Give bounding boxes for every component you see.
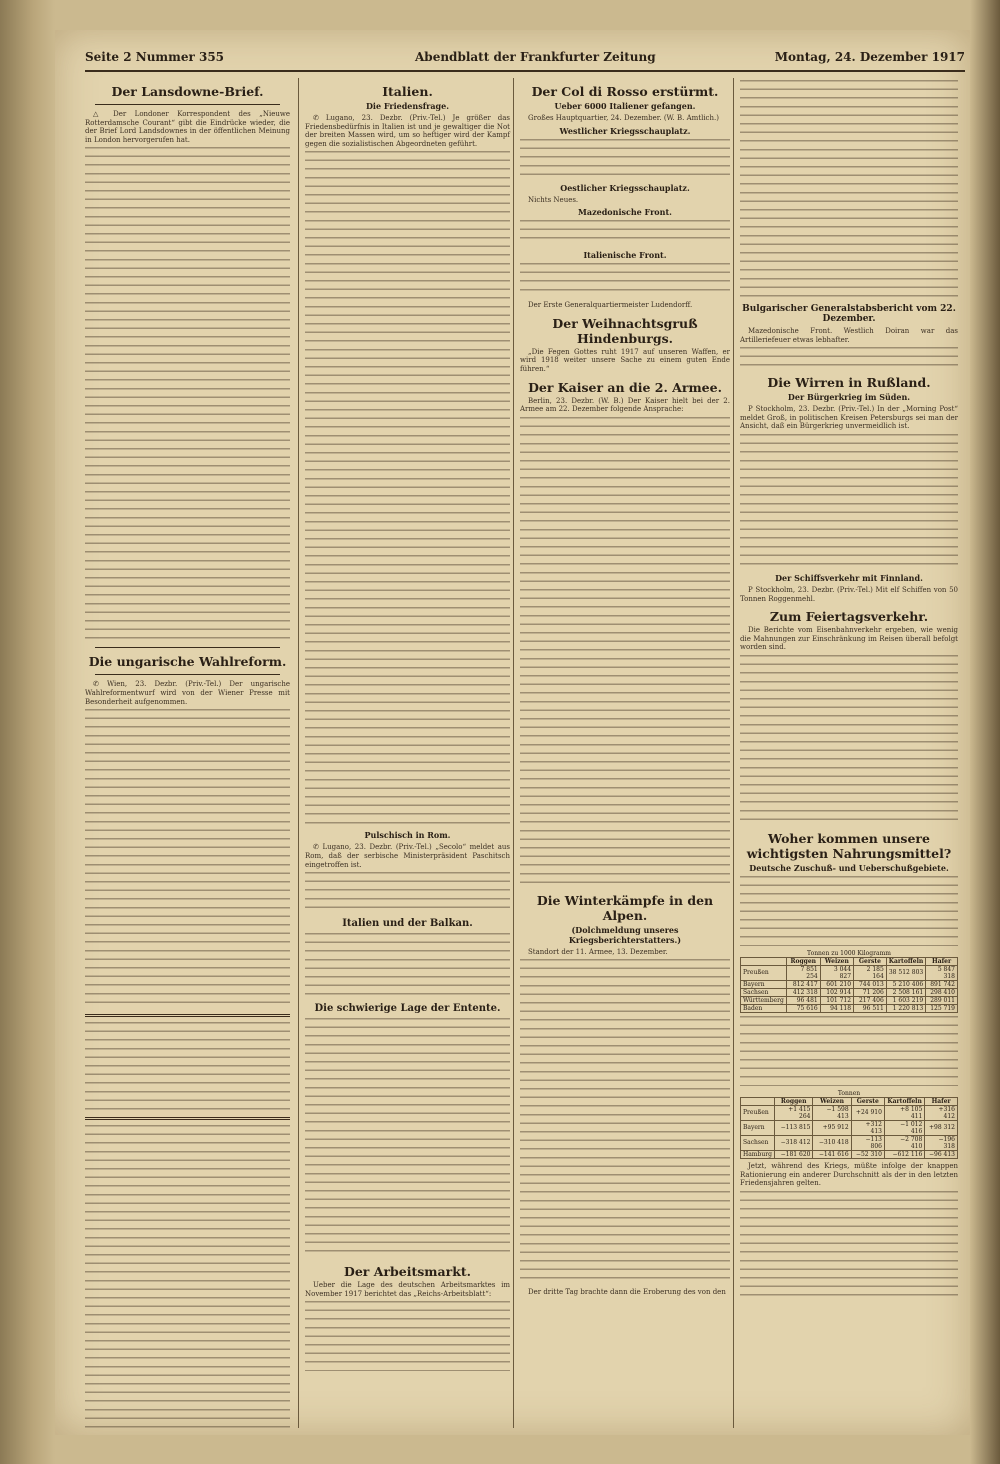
- column-2: [298, 78, 516, 1428]
- table-cell: +316 412: [925, 1105, 958, 1120]
- table-header-cell: Kartoffeln: [884, 1097, 924, 1105]
- table-cell: 2 185 164: [854, 965, 887, 980]
- article-lead: „Die Fegen Gottes ruht 1917 auf unseren Waffen, er wird 1918 weiter unsere Sache zu einem guten Ende führen.“: [520, 347, 730, 373]
- table-row: [741, 980, 958, 988]
- article-body-text: [520, 959, 730, 1284]
- continued-text: [740, 80, 958, 300]
- table-header-cell: Weizen: [820, 957, 853, 965]
- table-cell: Bayern: [741, 980, 787, 988]
- table-caption: Tonnen zu 1000 Kilogramm: [807, 949, 891, 957]
- table-cell: 298 410: [926, 988, 958, 996]
- table-cell: Baden: [741, 1004, 787, 1012]
- subhead-paschitsch: Pulschisch in Rom.: [364, 830, 451, 841]
- headline-lansdowne: Der Lansdowne-Brief.: [111, 84, 264, 99]
- divider: [95, 647, 280, 648]
- feuilleton-text: [85, 1022, 290, 1112]
- headline-col-di-rosso: Der Col di Rosso erstürmt.: [531, 84, 719, 99]
- table-cell: 125 719: [926, 1004, 958, 1012]
- article-body-text: [740, 876, 958, 946]
- table-cell: −196 318: [925, 1135, 958, 1150]
- report-text: [520, 139, 730, 179]
- table-cell: 744 013: [854, 980, 887, 988]
- table-header-cell: Hafer: [925, 1097, 958, 1105]
- table-cell: −1 598 413: [813, 1105, 851, 1120]
- table-cell: +98 312: [925, 1120, 958, 1135]
- table-cell: −2 708 410: [884, 1135, 924, 1150]
- table-cell: 96 481: [786, 996, 820, 1004]
- table-header-cell: Roggen: [774, 1097, 813, 1105]
- article-body-text: [85, 147, 290, 642]
- table-cell: Sachsen: [741, 1135, 775, 1150]
- subhead-dolchmeldung: (Dolchmeldung unseres Kriegsberichterstatters.): [568, 924, 682, 945]
- article-lead: P Stockholm, 23. Dezbr. (Priv.-Tel.) Mit elf Schiffen von 50 Tonnen Roggenmehl.: [740, 585, 958, 603]
- table-cell: −310 418: [813, 1135, 851, 1150]
- subhead-friedensfrage: Die Friedensfrage.: [365, 101, 450, 111]
- table-cell: 94 118: [820, 1004, 853, 1012]
- table-cell: 1 220 813: [886, 1004, 925, 1012]
- table-header-cell: Weizen: [813, 1097, 851, 1105]
- article-body-text: [520, 417, 730, 887]
- column-3: [513, 78, 736, 1428]
- table-cell: +8 105 411: [884, 1105, 924, 1120]
- article-lead: ✆ Wien, 23. Dezbr. (Priv.-Tel.) Der ungarische Wahlreformentwurf wird von der Wiener Presse mit Besonderheit aufgenommen.: [85, 680, 290, 706]
- table-row: [741, 965, 958, 980]
- report-signature: Der Erste Generalquartiermeister Ludendorff.: [528, 301, 693, 310]
- article-last-line: Der dritte Tag brachte dann die Eroberung des von den: [528, 1288, 726, 1297]
- table-cell: +312 413: [851, 1120, 884, 1135]
- article-lead: Mazedonische Front. Westlich Doiran war das Artilleriefeuer etwas lebhafter.: [740, 327, 958, 344]
- table-cell: −52 310: [851, 1150, 884, 1158]
- article-body-text: [740, 655, 958, 825]
- table-cell: 5 847 318: [926, 965, 958, 980]
- article-body-text: [305, 933, 510, 995]
- table-cell: −1 012 416: [884, 1120, 924, 1135]
- column-1: [85, 78, 296, 1428]
- table-row: [741, 1004, 958, 1012]
- subhead-buergerkrieg: Der Bürgerkrieg im Süden.: [787, 392, 911, 403]
- table-cell: 891 742: [926, 980, 958, 988]
- article-lead: △ Der Londoner Korrespondent des „Nieuwe Rotterdamsche Courant“ gibt die Eindrücke wieder, die der Brief Lord Landsdownes in der öffentlichen Meinung in London hervorgerufen hat.: [85, 110, 290, 144]
- newspaper-page: [55, 30, 970, 1435]
- table-cell: 412 318: [786, 988, 820, 996]
- subhead-italienisch: Italienische Front.: [583, 250, 667, 261]
- table-cell: 38 512 803: [886, 965, 925, 980]
- divider: [95, 104, 280, 105]
- table-cell: 1 603 219: [886, 996, 925, 1004]
- table-cell: +1 415 264: [774, 1105, 813, 1120]
- table-row: [741, 996, 958, 1004]
- surplus-table: [740, 1090, 958, 1159]
- article-body-text: [305, 1301, 510, 1371]
- article-lead: Die Berichte vom Eisenbahnverkehr ergeben, wie wenig die Mahnungen zur Einschränkung im Reisen überall befolgt worden sind.: [740, 626, 958, 652]
- table-cell: −141 616: [813, 1150, 851, 1158]
- table-cell: Hamburg: [741, 1150, 775, 1158]
- table-header-cell: Gerste: [851, 1097, 884, 1105]
- article-lead: Berlin, 23. Dezbr. (W. B.) Der Kaiser hielt bei der 2. Armee am 22. Dezember folgende Ansprache:: [520, 396, 730, 414]
- table-header-cell: [741, 957, 787, 965]
- table-cell: −181 620: [774, 1150, 813, 1158]
- table-header-cell: Gerste: [854, 957, 887, 965]
- table-cell: 7 851 254: [786, 965, 820, 980]
- headline-italien: Italien.: [382, 84, 433, 99]
- table-cell: Württemberg: [741, 996, 787, 1004]
- table-cell: 812 417: [786, 980, 820, 988]
- article-lead: Ueber die Lage des deutschen Arbeitsmarktes im November 1917 berichtet das „Reichs-Arbeitsblatt“:: [305, 1281, 510, 1298]
- table-cell: Preußen: [741, 965, 787, 980]
- headline-nahrungsmittel: Woher kommen unsere wichtigsten Nahrungsmittel?: [746, 830, 952, 861]
- table-caption: Tonnen: [837, 1089, 861, 1097]
- subhead-westlich: Westlicher Kriegsschauplatz.: [559, 125, 691, 136]
- report-text-short: Nichts Neues.: [528, 195, 579, 204]
- table-header-cell: [741, 1097, 775, 1105]
- table-cell: 101 712: [820, 996, 853, 1004]
- production-table: [740, 950, 958, 1013]
- table-cell: 96 511: [854, 1004, 887, 1012]
- article-body-text: [85, 709, 290, 1009]
- headline-feiertagsverkehr: Zum Feiertagsverkehr.: [769, 609, 929, 625]
- article-body-text: [305, 151, 510, 826]
- table-cell: 2 508 161: [886, 988, 925, 996]
- table-cell: Sachsen: [741, 988, 787, 996]
- table-row: [741, 1150, 958, 1158]
- table-cell: +24 910: [851, 1105, 884, 1120]
- subhead-gefangen: Ueber 6000 Italiener gefangen.: [554, 101, 696, 111]
- table-cell: −96 413: [925, 1150, 958, 1158]
- table-row: [741, 1120, 958, 1135]
- table-row: [741, 988, 958, 996]
- issue-date: Montag, 24. Dezember 1917: [774, 50, 965, 64]
- headline-wahlreform: Die ungarische Wahlreform.: [88, 654, 287, 670]
- headline-russland: Die Wirren in Rußland.: [767, 375, 931, 391]
- table-cell: 75 616: [786, 1004, 820, 1012]
- headline-arbeitsmarkt: Der Arbeitsmarkt.: [344, 1264, 471, 1280]
- headline-balkan: Italien und der Balkan.: [342, 918, 473, 930]
- table-header-cell: Hafer: [926, 957, 958, 965]
- table-cell: −318 412: [774, 1135, 813, 1150]
- divider: [95, 674, 280, 675]
- article-body-text: [740, 434, 958, 569]
- column-4: [733, 78, 958, 1428]
- article-lead: ✆ Lugano, 23. Dezbr. (Priv.-Tel.) Je größer das Friedensbedürfnis in Italien ist und je gewaltiger die Not der breiten Massen wird, um so heftiger wird der Kampf gegen die sozialistischen Abgeordneten geführt.: [305, 114, 510, 148]
- table-cell: 289 011: [926, 996, 958, 1004]
- table-cell: 601 210: [820, 980, 853, 988]
- table-cell: 71 206: [854, 988, 887, 996]
- book-binding: [0, 0, 55, 1464]
- headline-winterkaempfe: Die Winterkämpfe in den Alpen.: [536, 892, 714, 923]
- article-body-text: [305, 872, 510, 910]
- page-edge: [970, 0, 1000, 1464]
- newspaper-title: Abendblatt der Frankfurter Zeitung: [415, 50, 656, 64]
- table-cell: Preußen: [741, 1105, 775, 1120]
- table-cell: 217 406: [854, 996, 887, 1004]
- article-body-text: [305, 1018, 510, 1258]
- headline-entente: Die schwierige Lage der Entente.: [314, 1003, 501, 1015]
- report-text: [520, 263, 730, 297]
- report-text: [740, 347, 958, 369]
- article-body-text: [740, 1016, 958, 1086]
- table-row: [741, 1105, 958, 1120]
- subhead-finnland: Der Schiffsverkehr mit Finnland.: [775, 572, 923, 583]
- table-row: [741, 1135, 958, 1150]
- article-lead: ✆ Lugano, 23. Dezbr. (Priv.-Tel.) „Secolo“ meldet aus Rom, daß der serbische Ministerpräsident Paschitsch eingetroffen ist.: [305, 843, 510, 869]
- section-divider: [85, 1014, 290, 1017]
- headline-hindenburg: Der Weihnachtsgruß Hindenburgs.: [552, 315, 698, 346]
- table-cell: 5 210 406: [886, 980, 925, 988]
- table-header-cell: Kartoffeln: [886, 957, 925, 965]
- table-cell: 3 044 827: [820, 965, 853, 980]
- subhead-bulgarisch: Bulgarischer Generalstabsbericht vom 22. Dezember.: [742, 304, 956, 324]
- notices-text: [85, 1125, 290, 1428]
- table-cell: −612 116: [884, 1150, 924, 1158]
- report-dateline: Standort der 11. Armee, 13. Dezember.: [528, 947, 668, 956]
- subhead-oestlich: Oestlicher Kriegsschauplatz.: [560, 182, 690, 193]
- table-cell: 102 914: [820, 988, 853, 996]
- report-text: [520, 220, 730, 246]
- table-header-cell: Roggen: [786, 957, 820, 965]
- table-cell: −113 806: [851, 1135, 884, 1150]
- page-number: Seite 2 Nummer 355: [85, 50, 225, 64]
- subhead-zuschuss: Deutsche Zuschuß- und Ueberschußgebiete.: [749, 862, 949, 873]
- article-lead: P Stockholm, 23. Dezbr. (Priv.-Tel.) In der „Morning Post“ meldet Groß, in politischen Kreisen Petersburgs sei man der Ansicht, daß ein Bürgerkrieg unvermeidlich ist.: [740, 405, 958, 431]
- headline-kaiser: Der Kaiser an die 2. Armee.: [528, 379, 722, 395]
- masthead: [85, 48, 965, 72]
- table-cell: +95 912: [813, 1120, 851, 1135]
- article-paragraph: Jetzt, während des Kriegs, müßte infolge der knappen Rationierung ein anderer Durchschnitt als der in den letzten Friedensjahren gelten.: [740, 1161, 958, 1188]
- section-divider: [85, 1117, 290, 1120]
- article-body-text: [740, 1191, 958, 1301]
- table-cell: Bayern: [741, 1120, 775, 1135]
- report-dateline: Großes Hauptquartier, 24. Dezember. (W. B. Amtlich.): [528, 114, 719, 122]
- table-cell: −113 815: [774, 1120, 813, 1135]
- subhead-mazedonisch: Mazedonische Front.: [578, 207, 672, 218]
